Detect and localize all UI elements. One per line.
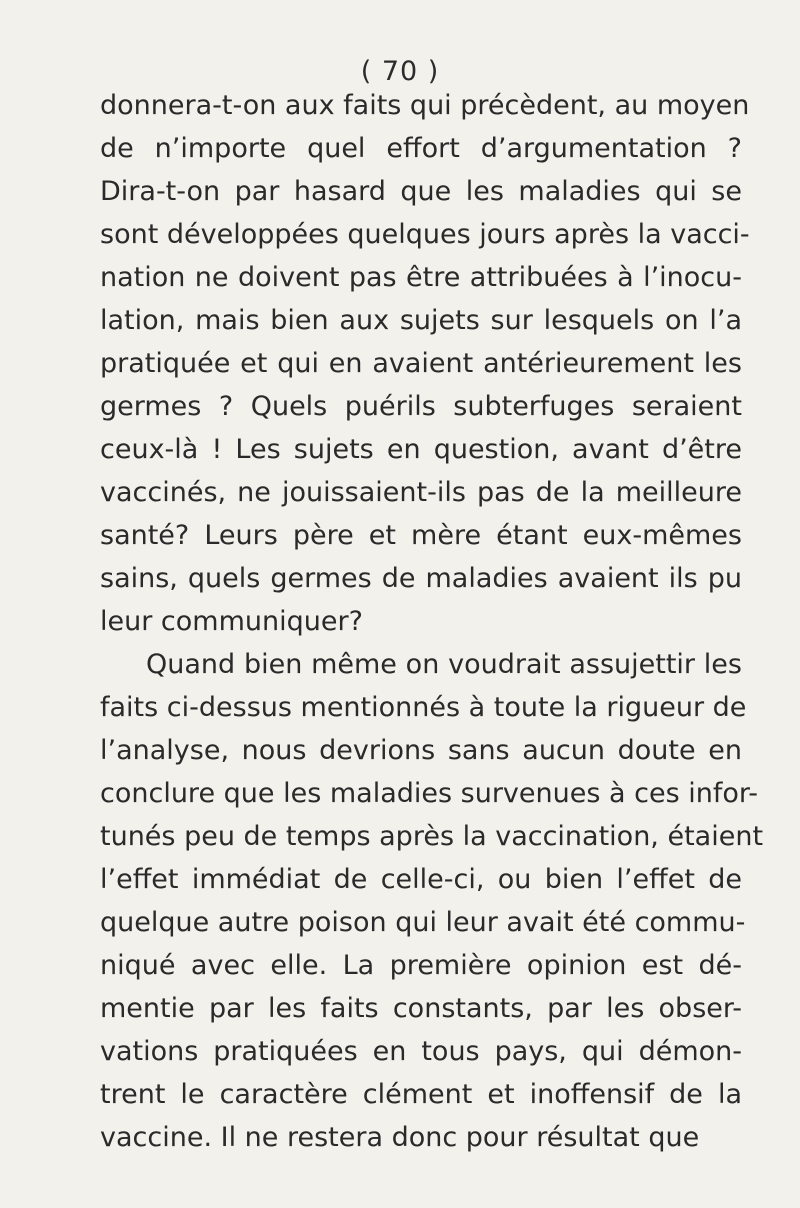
text-line: sains, quels germes de maladies avaient ils pu: [100, 563, 742, 594]
text-line: vaccinés, ne jouissaient-ils pas de la meilleure: [100, 477, 742, 508]
text-line: tunés peu de temps après la vaccination, étaient: [100, 821, 764, 852]
paragraph-first-line: Quand bien même on voudrait assujettir les: [146, 649, 742, 680]
text-line: leur communiquer?: [100, 606, 363, 637]
text-line: trent le caractère clément et inoffensif de la: [100, 1079, 742, 1110]
text-line: mentie par les faits constants, par les obser-: [100, 993, 742, 1024]
text-line: vations pratiquées en tous pays, qui démon-: [100, 1036, 742, 1067]
text-line: Dira-t-on par hasard que les maladies qui se: [100, 176, 742, 207]
page-number: ( 70 ): [360, 56, 440, 87]
text-line: donnera-t-on aux faits qui précèdent, au moyen: [100, 90, 750, 121]
text-line: ceux-là ! Les sujets en question, avant d’être: [100, 434, 742, 465]
text-line: l’analyse, nous devrions sans aucun doute en: [100, 735, 742, 766]
text-line: l’effet immédiat de celle-ci, ou bien l’effet de: [100, 864, 742, 895]
text-line: pratiquée et qui en avaient antérieurement les: [100, 348, 742, 379]
text-line: nation ne doivent pas être attribuées à l’inocu-: [100, 262, 742, 293]
text-line: niqué avec elle. La première opinion est dé-: [100, 950, 742, 981]
text-line: sont développées quelques jours après la vacci-: [100, 219, 750, 250]
text-line: germes ? Quels puérils subterfuges seraient: [100, 391, 742, 422]
text-line: santé? Leurs père et mère étant eux-mêmes: [100, 520, 742, 551]
text-line: faits ci-dessus mentionnés à toute la rigueur de: [100, 692, 747, 723]
text-line: conclure que les maladies survenues à ces infor-: [100, 778, 758, 809]
text-line: quelque autre poison qui leur avait été commu-: [100, 907, 746, 938]
text-line: vaccine. Il ne restera donc pour résultat que: [100, 1122, 700, 1153]
text-line: lation, mais bien aux sujets sur lesquels on l’a: [100, 305, 742, 336]
text-line: de n’importe quel effort d’argumentation ?: [100, 133, 742, 164]
